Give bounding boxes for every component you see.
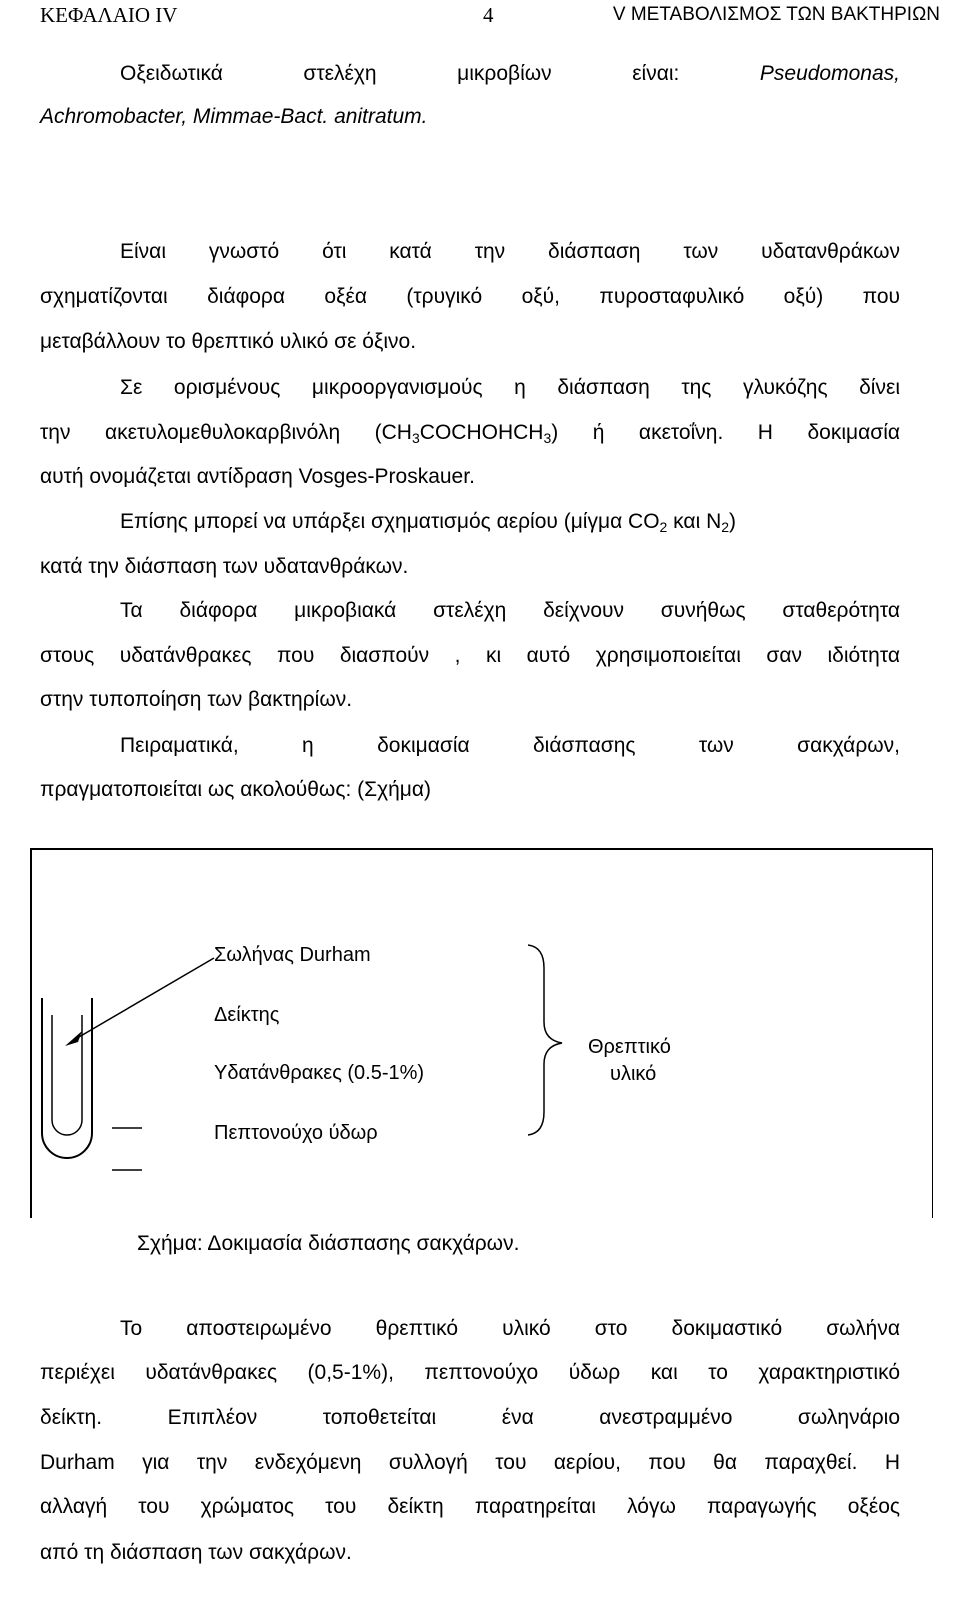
paragraph-7-line-1: Το αποστειρωμένο θρεπτικό υλικό στο δοκιμαστικό σωλήνα [120, 1317, 900, 1340]
text-segment: και N [667, 510, 722, 533]
paragraph-1-line-2: Achromobacter, Mimmae-Bact. anitratum. [40, 105, 428, 128]
label-peptone-water: Πεπτονούχο ύδωρ [214, 1122, 378, 1144]
paragraph-7-line-5: αλλαγή του χρώματος του δείκτη παρατηρείται λόγω παραγωγής οξέος [40, 1495, 900, 1518]
paragraph-text: Οξειδωτικά στελέχη μικροβίων είναι: [120, 62, 680, 85]
subscript: 3 [543, 430, 552, 446]
organism-name: Pseudomonas, [759, 62, 900, 85]
section-header: V ΜΕΤΑΒΟΛΙΣΜΟΣ ΤΩΝ ΒΑΚΤΗΡΙΩΝ [612, 4, 940, 25]
paragraph-6-line-1: Πειραματικά, η δοκιμασία διάσπασης των σακχάρων, [120, 734, 900, 757]
paragraph-3-line-3: αυτή ονομάζεται αντίδραση Vosges-Proskauer. [40, 465, 475, 488]
figure-frame [30, 848, 933, 1218]
text-segment: ) ή ακετοΐνη. Η δοκιμασία [551, 421, 900, 444]
paragraph-3-line-1: Σε ορισμένους μικροοργανισμούς η διάσπαση της γλυκόζης δίνει [120, 376, 900, 399]
paragraph-7-line-3: δείκτη. Επιπλέον τοποθετείται ένα ανεστραμμένο σωληνάριο [40, 1406, 900, 1429]
label-nutrient-medium-line-1: Θρεπτικό [588, 1036, 671, 1058]
durham-tube-outline [52, 1015, 82, 1135]
paragraph-4-line-2: κατά την διάσπαση των υδατανθράκων. [40, 555, 409, 578]
paragraph-7-line-2: περιέχει υδατάνθρακες (0,5-1%), πεπτονούχο ύδωρ και το χαρακτηριστικό [40, 1361, 900, 1384]
test-tube-outline [42, 998, 92, 1158]
label-indicator: Δείκτης [214, 1004, 280, 1026]
durham-pointer-line [79, 958, 214, 1037]
text-segment: ) [729, 510, 737, 533]
text-segment: την ακετυλομεθυλοκαρβινόλη (CH [40, 421, 412, 444]
paragraph-2-line-1: Είναι γνωστό ότι κατά την διάσπαση των υδατανθράκων [120, 240, 900, 263]
paragraph-3-line-2 [40, 419, 900, 447]
paragraph-7-line-6: από τη διάσπαση των σακχάρων. [40, 1541, 352, 1564]
paragraph-1-line-1 [120, 60, 900, 88]
subscript: 2 [659, 519, 668, 535]
subscript: 2 [721, 519, 730, 535]
paragraph-6-line-2: πραγματοποιείται ως ακολούθως: (Σχήμα) [40, 778, 432, 801]
test-tube-diagram [32, 850, 932, 1220]
text-segment: COCHOHCH [419, 421, 544, 444]
paragraph-2-line-3: μεταβάλλουν το θρεπτικό υλικό σε όξινο. [40, 330, 417, 353]
paragraph-5-line-2: στους υδατάνθρακες που διασπούν , κι αυτό χρησιμοποιείται σαν ιδιότητα [40, 644, 900, 667]
paragraph-7-line-4: Durham για την ενδεχόμενη συλλογή του αερίου, που θα παραχθεί. Η [40, 1451, 900, 1474]
figure-caption: Σχήμα: Δοκιμασία διάσπασης σακχάρων. [137, 1232, 520, 1255]
text-segment: Επίσης μπορεί να υπάρξει σχηματισμός αερίου (μίγμα CO [120, 510, 660, 533]
label-carbohydrates: Υδατάνθρακες (0.5-1%) [214, 1062, 425, 1084]
chapter-header: ΚΕΦΑΛΑΙΟ IV [40, 3, 178, 27]
paragraph-5-line-3: στην τυποποίηση των βακτηρίων. [40, 688, 353, 711]
subscript: 3 [411, 430, 420, 446]
paragraph-4-line-1 [120, 508, 900, 536]
durham-pointer-arrowhead [65, 1031, 82, 1046]
label-nutrient-medium-line-2: υλικό [610, 1063, 657, 1085]
label-durham-tube: Σωλήνας Durham [214, 944, 371, 966]
paragraph-2-line-2: σχηματίζονται διάφορα οξέα (τρυγικό οξύ, πυροσταφυλικό οξύ) που [40, 285, 900, 308]
medium-brace [528, 945, 562, 1135]
page-number: 4 [483, 3, 494, 27]
paragraph-5-line-1: Τα διάφορα μικροβιακά στελέχη δείχνουν συνήθως σταθερότητα [120, 599, 900, 622]
